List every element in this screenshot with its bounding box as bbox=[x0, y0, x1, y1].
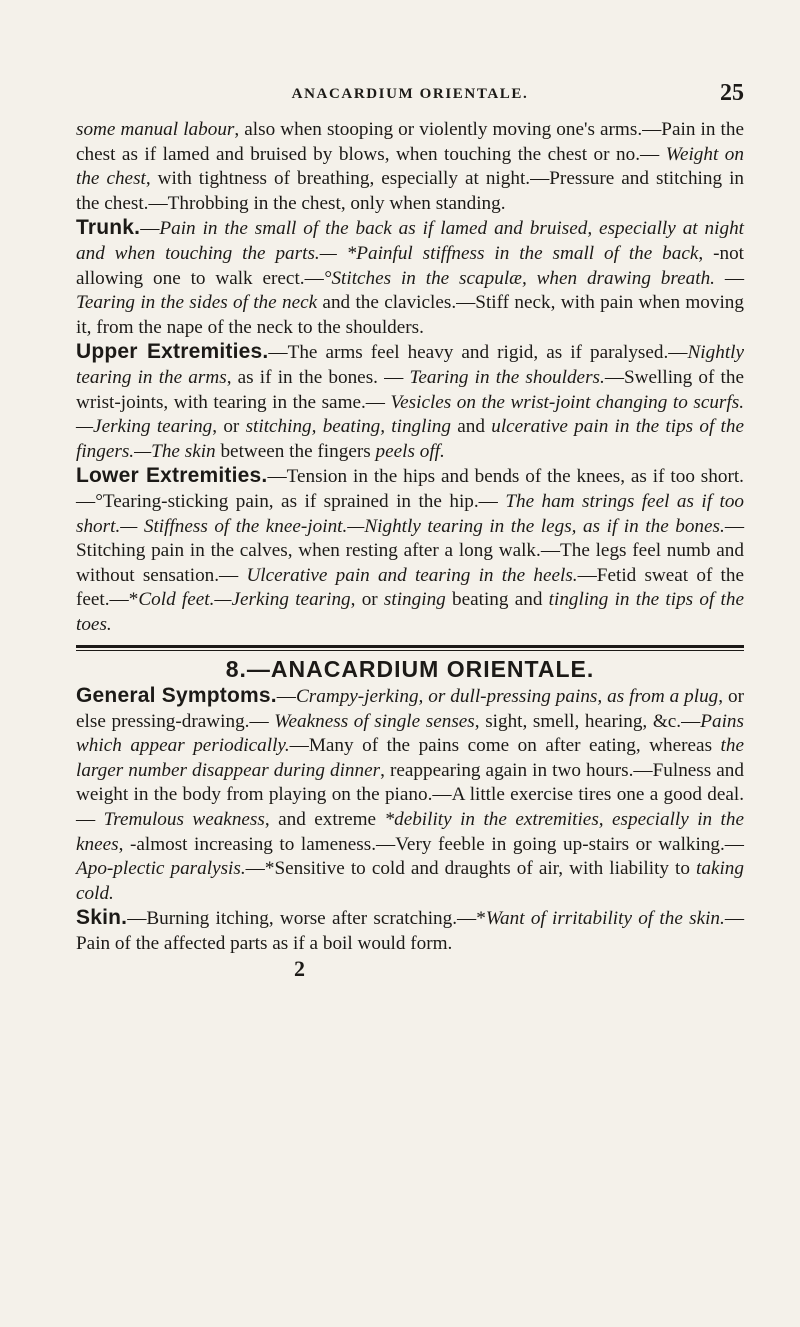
text-run: and the clavicles.—Stiff neck, with pain when moving it, from the nape of the neck to the shoulders. bbox=[76, 292, 744, 338]
running-title: ANACARDIUM ORIENTALE. bbox=[291, 86, 529, 102]
text-run: —Swelling of the wrist-joints, with tearing in the same.— bbox=[76, 366, 744, 413]
paragraph-upper-extremities bbox=[76, 340, 744, 464]
text-run: —Stitching pain in the calves, when resting after a long walk.—The legs feel numb and without sensation.— bbox=[76, 515, 744, 586]
text-run: , or else pressing-drawing.— bbox=[76, 686, 745, 732]
text-run: , also when stooping or violently moving one's arms.—Pain in the chest as if lamed and bruised by blows, when touching the chest or no.— bbox=[76, 119, 744, 165]
text-run: Cold feet.—Jerking tearing bbox=[138, 589, 351, 611]
text-run: —Tension in the hips and bends of the knees, as if too short.—°Tearing-sticking pain, as if sprained in the hip.— bbox=[76, 466, 744, 512]
text-run: — bbox=[140, 218, 160, 240]
text-run: —Pain of the affected parts as if a boil would form. bbox=[76, 908, 744, 954]
text-run: stinging bbox=[383, 589, 446, 611]
section-heading-trunk: Trunk. bbox=[76, 216, 141, 240]
text-run: — bbox=[276, 686, 296, 708]
section-heading-skin: Skin. bbox=[76, 906, 128, 930]
text-run: beating and bbox=[445, 589, 549, 611]
paragraph-skin bbox=[76, 906, 744, 956]
text-run: —Burning itching, worse after scratching.—* bbox=[127, 908, 486, 930]
paragraph-trunk bbox=[76, 216, 744, 340]
text-run: Tearing in the sides of the neck bbox=[76, 292, 318, 314]
paragraph-general-symptoms bbox=[76, 684, 744, 906]
text-run: the larger number disappear during dinner bbox=[76, 735, 744, 781]
text-run: , reappearing again in two hours.—Fulness and weight in the body from playing on the piano.—A little exercise tires one a good deal.— bbox=[76, 759, 744, 831]
text-run: Pains which appear periodically. bbox=[76, 710, 744, 757]
text-run: Want of irritability of the skin. bbox=[485, 908, 725, 930]
section-divider bbox=[76, 645, 744, 651]
running-head bbox=[76, 80, 744, 110]
text-run: stitching, beating, tingling bbox=[245, 416, 451, 438]
page-body bbox=[76, 118, 744, 981]
paragraph-lower-extremities bbox=[76, 464, 744, 637]
text-run: —Many of the pains come on after eating, whereas bbox=[289, 735, 721, 757]
text-run: , as if in the bones. — bbox=[226, 366, 410, 388]
page-number: 25 bbox=[720, 80, 744, 106]
text-run: , -almost increasing to lameness.—Very feeble in going up-stairs or walking.— bbox=[118, 833, 744, 855]
text-run: Ulcerative pain and tearing in the heels. bbox=[246, 564, 578, 586]
section-heading-general-symptoms: General Symptoms. bbox=[76, 684, 277, 708]
text-run: and bbox=[451, 416, 492, 438]
text-run: Pain in the small of the back as if lamed and bruised, especially at night and when touching the parts.— *Painful stiffness in the small of the back bbox=[76, 218, 744, 264]
text-run: Tremulous weakness bbox=[103, 809, 265, 831]
text-run: Tearing in the shoulders. bbox=[409, 366, 605, 388]
section-heading-upper-extremities: Upper Extremities. bbox=[76, 340, 269, 364]
text-run: Apo-plectic paralysis. bbox=[76, 858, 246, 880]
divider-thin-line bbox=[76, 650, 744, 651]
text-run: The ham strings feel as if too short.— Stiffness of the knee-joint.—Nightly tearing in the legs, as if in the bones. bbox=[76, 490, 745, 537]
text-run: peels off. bbox=[375, 440, 445, 462]
text-run: ulcerative pain in the tips of the fingers.—The skin bbox=[76, 416, 744, 462]
text-run: *debility in the extremities, especially in the knees bbox=[76, 809, 744, 855]
text-run: , or bbox=[350, 589, 384, 611]
text-run: Crampy-jerking, or dull-pressing pains, as from a plug bbox=[295, 686, 719, 708]
text-run: Vesicles on the wrist-joint changing to scurfs.—Jerking tearing bbox=[76, 391, 744, 438]
text-run: taking cold. bbox=[76, 858, 744, 904]
text-run: —Fetid sweat of the feet.—* bbox=[76, 564, 744, 611]
text-run: some manual labour bbox=[76, 119, 235, 140]
text-run: , with tightness of breathing, especially at night.—Pressure and stitching in the chest.—Throbbing in the chest, only when standing. bbox=[76, 168, 744, 214]
text-run: — bbox=[714, 267, 745, 289]
divider-thick-line bbox=[76, 645, 744, 648]
text-run: Weakness of single senses bbox=[274, 710, 475, 732]
text-run: —The arms feel heavy and rigid, as if paralysed.— bbox=[268, 342, 688, 364]
text-run: between the fingers bbox=[215, 440, 376, 462]
text-run: , and extreme bbox=[264, 809, 385, 831]
paragraph-chest bbox=[76, 118, 744, 216]
section-heading-lower-extremities: Lower Extremities. bbox=[76, 464, 268, 488]
text-run: Weight on the chest bbox=[76, 143, 744, 190]
text-run: , -not allowing one to walk erect.— bbox=[76, 242, 744, 289]
signature-mark: 2 bbox=[294, 955, 305, 981]
section-title: 8.—ANACARDIUM ORIENTALE. bbox=[225, 656, 595, 683]
text-run: —*Sensitive to cold and draughts of air, with liability to bbox=[245, 858, 697, 880]
text-run: tingling in the tips of the toes. bbox=[76, 589, 744, 635]
text-run: , or bbox=[212, 416, 246, 438]
text-run: Nightly tearing in the arms bbox=[76, 342, 744, 388]
text-run: , sight, smell, hearing, &c.— bbox=[474, 710, 701, 732]
text-run: °Stitches in the scapulæ, when drawing breath. bbox=[323, 267, 715, 289]
